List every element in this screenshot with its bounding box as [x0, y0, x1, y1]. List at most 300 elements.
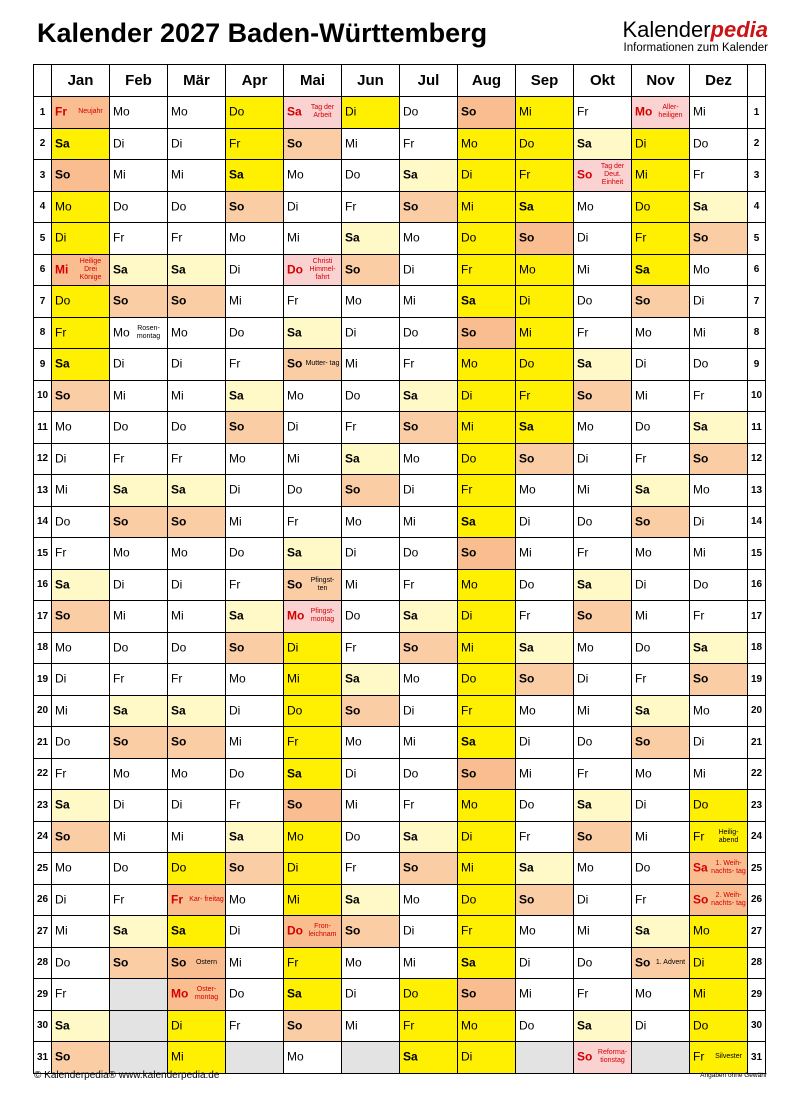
- weekday-label: Do: [577, 514, 593, 529]
- day-number-right: 13: [748, 475, 766, 507]
- weekday-label: Mo: [693, 482, 710, 497]
- day-cell: [400, 412, 458, 444]
- day-cell: [168, 317, 226, 349]
- calendar-row: [34, 1042, 766, 1074]
- day-cell: [52, 412, 110, 444]
- weekday-label: Sa: [113, 923, 128, 938]
- weekday-label: So: [171, 955, 187, 970]
- day-cell: [168, 506, 226, 538]
- weekday-label: Di: [345, 325, 357, 340]
- day-cell: [574, 853, 632, 885]
- day-cell: [168, 790, 226, 822]
- weekday-label: Mo: [635, 545, 652, 560]
- weekday-label: Di: [519, 734, 531, 749]
- weekday-label: Fr: [229, 356, 241, 371]
- day-cell: [690, 695, 748, 727]
- day-number-left: 12: [34, 443, 52, 475]
- weekday-label: Mi: [171, 829, 184, 844]
- empty-day-cell: [632, 1042, 690, 1074]
- empty-day-cell: [110, 1010, 168, 1042]
- day-cell: [110, 160, 168, 192]
- weekday-label: Do: [287, 923, 303, 938]
- day-cell: [52, 380, 110, 412]
- day-cell: [110, 632, 168, 664]
- day-cell: [516, 286, 574, 318]
- day-cell: [516, 538, 574, 570]
- calendar-row: [34, 506, 766, 538]
- weekday-label: Fr: [577, 766, 589, 781]
- day-cell: [284, 916, 342, 948]
- day-number-left: 1: [34, 97, 52, 129]
- day-cell: [574, 790, 632, 822]
- weekday-label: Mo: [171, 104, 188, 119]
- day-cell: [284, 380, 342, 412]
- month-header-6: Jun: [342, 65, 400, 97]
- weekday-label: Fr: [519, 608, 531, 623]
- weekday-label: Mo: [229, 451, 246, 466]
- weekday-label: Di: [403, 703, 415, 718]
- day-cell: [516, 475, 574, 507]
- day-cell: [226, 254, 284, 286]
- day-number-right: 14: [748, 506, 766, 538]
- weekday-label: Sa: [287, 325, 302, 340]
- day-cell: [516, 601, 574, 633]
- day-cell: [284, 1010, 342, 1042]
- calendar-row: [34, 632, 766, 664]
- holiday-label: 1. Weih- nachts- tag: [711, 860, 746, 876]
- day-cell: [574, 191, 632, 223]
- day-cell: [226, 160, 284, 192]
- weekday-label: Mi: [229, 955, 242, 970]
- day-number-left: 21: [34, 727, 52, 759]
- weekday-label: Mi: [171, 608, 184, 623]
- day-cell: [342, 538, 400, 570]
- day-cell: [342, 160, 400, 192]
- weekday-label: Fr: [461, 482, 473, 497]
- weekday-label: Fr: [577, 325, 589, 340]
- day-cell: [458, 97, 516, 129]
- weekday-label: Fr: [635, 671, 647, 686]
- day-cell: [226, 727, 284, 759]
- weekday-label: So: [461, 545, 477, 560]
- day-cell: [690, 853, 748, 885]
- weekday-label: Fr: [635, 892, 647, 907]
- weekday-label: Di: [635, 356, 647, 371]
- day-cell: [168, 443, 226, 475]
- day-number-right: 20: [748, 695, 766, 727]
- weekday-label: Do: [461, 671, 477, 686]
- day-cell: [168, 223, 226, 255]
- day-cell: [690, 506, 748, 538]
- empty-day-cell: [226, 1042, 284, 1074]
- weekday-label: Di: [55, 451, 67, 466]
- weekday-label: Mi: [461, 640, 474, 655]
- day-cell: [632, 538, 690, 570]
- weekday-label: Mo: [171, 325, 188, 340]
- day-cell: [226, 317, 284, 349]
- weekday-label: Mi: [229, 514, 242, 529]
- weekday-label: Mo: [519, 703, 536, 718]
- weekday-label: Mo: [635, 766, 652, 781]
- day-cell: [574, 758, 632, 790]
- weekday-label: Fr: [403, 1018, 415, 1033]
- weekday-label: Mo: [345, 734, 362, 749]
- day-cell: [516, 254, 574, 286]
- weekday-label: Fr: [635, 230, 647, 245]
- weekday-label: Fr: [577, 104, 589, 119]
- day-cell: [110, 695, 168, 727]
- day-cell: [110, 790, 168, 822]
- day-cell: [168, 632, 226, 664]
- day-cell: [632, 947, 690, 979]
- day-cell: [110, 443, 168, 475]
- holiday-label: Tag der Deut. Einheit: [600, 163, 625, 187]
- day-cell: [342, 821, 400, 853]
- day-cell: [690, 317, 748, 349]
- weekday-label: Do: [113, 640, 129, 655]
- weekday-label: Di: [287, 860, 299, 875]
- day-number-left: 4: [34, 191, 52, 223]
- weekday-label: Fr: [229, 577, 241, 592]
- weekday-label: Mo: [461, 136, 478, 151]
- weekday-label: Mo: [519, 923, 536, 938]
- weekday-label: Do: [461, 451, 477, 466]
- calendar-row: [34, 380, 766, 412]
- weekday-label: Mi: [229, 293, 242, 308]
- day-cell: [110, 475, 168, 507]
- day-cell: [342, 443, 400, 475]
- day-cell: [632, 884, 690, 916]
- day-cell: [400, 128, 458, 160]
- weekday-label: Sa: [461, 514, 476, 529]
- day-cell: [110, 821, 168, 853]
- day-cell: [690, 412, 748, 444]
- weekday-label: Di: [287, 419, 299, 434]
- weekday-label: Di: [635, 797, 647, 812]
- day-cell: [516, 1010, 574, 1042]
- day-cell: [168, 884, 226, 916]
- month-header-2: Feb: [110, 65, 168, 97]
- day-cell: [574, 601, 632, 633]
- day-cell: [342, 254, 400, 286]
- month-header-5: Mai: [284, 65, 342, 97]
- day-number-left: 14: [34, 506, 52, 538]
- day-cell: [284, 443, 342, 475]
- day-cell: [284, 1042, 342, 1074]
- weekday-label: Mo: [461, 797, 478, 812]
- day-cell: [516, 758, 574, 790]
- day-cell: [52, 254, 110, 286]
- weekday-label: Do: [693, 1018, 709, 1033]
- day-cell: [458, 853, 516, 885]
- weekday-label: Sa: [345, 230, 360, 245]
- weekday-label: Fr: [403, 356, 415, 371]
- weekday-label: Mi: [345, 577, 358, 592]
- day-cell: [226, 380, 284, 412]
- weekday-label: Sa: [403, 829, 418, 844]
- day-cell: [284, 601, 342, 633]
- weekday-label: Mi: [55, 923, 68, 938]
- day-cell: [284, 853, 342, 885]
- day-cell: [516, 128, 574, 160]
- day-number-right: 4: [748, 191, 766, 223]
- day-cell: [110, 349, 168, 381]
- weekday-label: Do: [577, 293, 593, 308]
- day-cell: [284, 223, 342, 255]
- weekday-label: Fr: [113, 451, 125, 466]
- weekday-label: Do: [461, 230, 477, 245]
- day-cell: [632, 412, 690, 444]
- day-cell: [400, 569, 458, 601]
- holiday-label: Silvester: [715, 1053, 742, 1061]
- day-number-left: 27: [34, 916, 52, 948]
- day-cell: [690, 349, 748, 381]
- calendar-row: [34, 254, 766, 286]
- day-cell: [52, 97, 110, 129]
- day-cell: [400, 380, 458, 412]
- day-cell: [342, 727, 400, 759]
- weekday-label: Fr: [519, 167, 531, 182]
- weekday-label: Di: [55, 671, 67, 686]
- weekday-label: Sa: [461, 734, 476, 749]
- weekday-label: Mi: [519, 986, 532, 1001]
- weekday-label: Mi: [461, 419, 474, 434]
- weekday-label: Mi: [171, 1049, 184, 1064]
- holiday-label: Ostern: [195, 958, 217, 966]
- day-cell: [400, 317, 458, 349]
- weekday-label: Fr: [55, 766, 67, 781]
- weekday-label: Mo: [229, 892, 246, 907]
- day-cell: [632, 254, 690, 286]
- day-number-right: 1: [748, 97, 766, 129]
- weekday-label: Fr: [345, 640, 357, 655]
- weekday-label: Do: [229, 545, 245, 560]
- holiday-label: Oster- montag: [194, 986, 219, 1002]
- weekday-label: Sa: [55, 797, 70, 812]
- calendar-row: [34, 695, 766, 727]
- day-cell: [632, 380, 690, 412]
- day-cell: [400, 254, 458, 286]
- weekday-label: Do: [229, 104, 245, 119]
- day-cell: [574, 979, 632, 1011]
- day-cell: [226, 1010, 284, 1042]
- weekday-label: Mo: [403, 451, 420, 466]
- day-number-left: 13: [34, 475, 52, 507]
- day-cell: [458, 317, 516, 349]
- month-header-11: Nov: [632, 65, 690, 97]
- day-cell: [574, 475, 632, 507]
- weekday-label: Di: [577, 671, 589, 686]
- weekday-label: So: [403, 640, 419, 655]
- day-cell: [574, 128, 632, 160]
- day-cell: [574, 1042, 632, 1074]
- weekday-label: Mo: [345, 293, 362, 308]
- weekday-label: So: [55, 829, 71, 844]
- day-cell: [400, 695, 458, 727]
- weekday-label: Fr: [519, 829, 531, 844]
- day-number-left: 10: [34, 380, 52, 412]
- day-cell: [168, 979, 226, 1011]
- empty-day-cell: [110, 1042, 168, 1074]
- day-cell: [110, 97, 168, 129]
- day-cell: [632, 601, 690, 633]
- day-cell: [516, 443, 574, 475]
- holiday-label: Neujahr: [78, 108, 103, 116]
- day-cell: [458, 947, 516, 979]
- day-cell: [226, 97, 284, 129]
- day-number-right: 18: [748, 632, 766, 664]
- weekday-label: Sa: [171, 703, 186, 718]
- day-cell: [342, 412, 400, 444]
- day-cell: [458, 727, 516, 759]
- day-cell: [632, 758, 690, 790]
- day-cell: [168, 97, 226, 129]
- day-cell: [52, 821, 110, 853]
- day-cell: [284, 632, 342, 664]
- calendar-row: [34, 160, 766, 192]
- day-cell: [284, 97, 342, 129]
- day-cell: [690, 884, 748, 916]
- weekday-label: Fr: [113, 230, 125, 245]
- day-cell: [400, 223, 458, 255]
- weekday-label: Do: [693, 577, 709, 592]
- day-cell: [226, 790, 284, 822]
- day-cell: [284, 538, 342, 570]
- day-cell: [52, 286, 110, 318]
- day-cell: [226, 286, 284, 318]
- day-cell: [516, 349, 574, 381]
- day-number-left: 11: [34, 412, 52, 444]
- weekday-label: Di: [519, 293, 531, 308]
- day-number-right: 22: [748, 758, 766, 790]
- weekday-label: Di: [171, 577, 183, 592]
- weekday-label: Fr: [287, 293, 299, 308]
- weekday-label: Fr: [345, 419, 357, 434]
- weekday-label: So: [461, 104, 477, 119]
- weekday-label: Fr: [577, 986, 589, 1001]
- weekday-label: Di: [461, 829, 473, 844]
- day-cell: [168, 916, 226, 948]
- day-number-left: 9: [34, 349, 52, 381]
- weekday-label: Di: [229, 703, 241, 718]
- day-cell: [110, 884, 168, 916]
- weekday-label: So: [113, 955, 129, 970]
- weekday-label: Do: [403, 986, 419, 1001]
- calendar-row: [34, 727, 766, 759]
- day-cell: [284, 349, 342, 381]
- day-cell: [52, 191, 110, 223]
- weekday-label: Do: [519, 356, 535, 371]
- weekday-label: So: [693, 451, 709, 466]
- weekday-label: Mo: [519, 482, 536, 497]
- weekday-label: Di: [55, 230, 67, 245]
- day-cell: [342, 695, 400, 727]
- weekday-label: Do: [229, 766, 245, 781]
- weekday-label: Di: [171, 1018, 183, 1033]
- kalenderpedia-logo[interactable]: [622, 18, 768, 55]
- day-cell: [52, 223, 110, 255]
- day-cell: [52, 601, 110, 633]
- day-cell: [342, 97, 400, 129]
- weekday-label: Do: [403, 104, 419, 119]
- weekday-label: So: [287, 797, 303, 812]
- day-cell: [110, 758, 168, 790]
- calendar-row: [34, 97, 766, 129]
- day-number-left: 23: [34, 790, 52, 822]
- weekday-label: Mi: [577, 482, 590, 497]
- day-cell: [168, 191, 226, 223]
- weekday-label: Fr: [461, 923, 473, 938]
- day-cell: [226, 443, 284, 475]
- weekday-label: So: [403, 419, 419, 434]
- weekday-label: Fr: [635, 451, 647, 466]
- weekday-label: So: [229, 419, 245, 434]
- day-cell: [690, 947, 748, 979]
- day-number-right: 28: [748, 947, 766, 979]
- day-cell: [516, 727, 574, 759]
- weekday-label: So: [171, 734, 187, 749]
- weekday-label: Mo: [345, 955, 362, 970]
- holiday-label: 2. Weih- nachts- tag: [711, 891, 746, 907]
- weekday-label: So: [287, 356, 303, 371]
- day-cell: [516, 160, 574, 192]
- weekday-label: Mi: [635, 167, 648, 182]
- day-number-right: 26: [748, 884, 766, 916]
- weekday-label: So: [345, 703, 361, 718]
- weekday-label: Di: [461, 167, 473, 182]
- weekday-label: So: [403, 199, 419, 214]
- weekday-label: Mi: [519, 104, 532, 119]
- weekday-label: Di: [345, 986, 357, 1001]
- weekday-label: Do: [635, 640, 651, 655]
- day-cell: [516, 632, 574, 664]
- day-cell: [400, 160, 458, 192]
- weekday-label: Mo: [693, 262, 710, 277]
- calendar-row: [34, 821, 766, 853]
- day-cell: [52, 538, 110, 570]
- weekday-label: So: [693, 671, 709, 686]
- weekday-label: Mo: [287, 388, 304, 403]
- weekday-label: Mo: [635, 325, 652, 340]
- day-cell: [168, 286, 226, 318]
- weekday-label: So: [113, 514, 129, 529]
- day-cell: [400, 979, 458, 1011]
- day-cell: [690, 97, 748, 129]
- weekday-label: Di: [577, 230, 589, 245]
- weekday-label: Sa: [229, 608, 244, 623]
- weekday-label: Di: [693, 955, 705, 970]
- day-cell: [690, 443, 748, 475]
- weekday-label: Mo: [287, 829, 304, 844]
- day-cell: [632, 979, 690, 1011]
- weekday-label: Do: [113, 860, 129, 875]
- weekday-label: Do: [345, 388, 361, 403]
- calendar-row: [34, 664, 766, 696]
- day-number-left: 7: [34, 286, 52, 318]
- day-cell: [110, 569, 168, 601]
- day-cell: [400, 1042, 458, 1074]
- day-cell: [226, 223, 284, 255]
- weekday-label: Fr: [55, 545, 67, 560]
- calendar-row: [34, 349, 766, 381]
- day-cell: [574, 254, 632, 286]
- day-cell: [52, 1010, 110, 1042]
- weekday-label: Sa: [577, 1018, 592, 1033]
- day-cell: [632, 475, 690, 507]
- day-cell: [400, 475, 458, 507]
- calendar-row: [34, 569, 766, 601]
- day-number-right: 31: [748, 1042, 766, 1074]
